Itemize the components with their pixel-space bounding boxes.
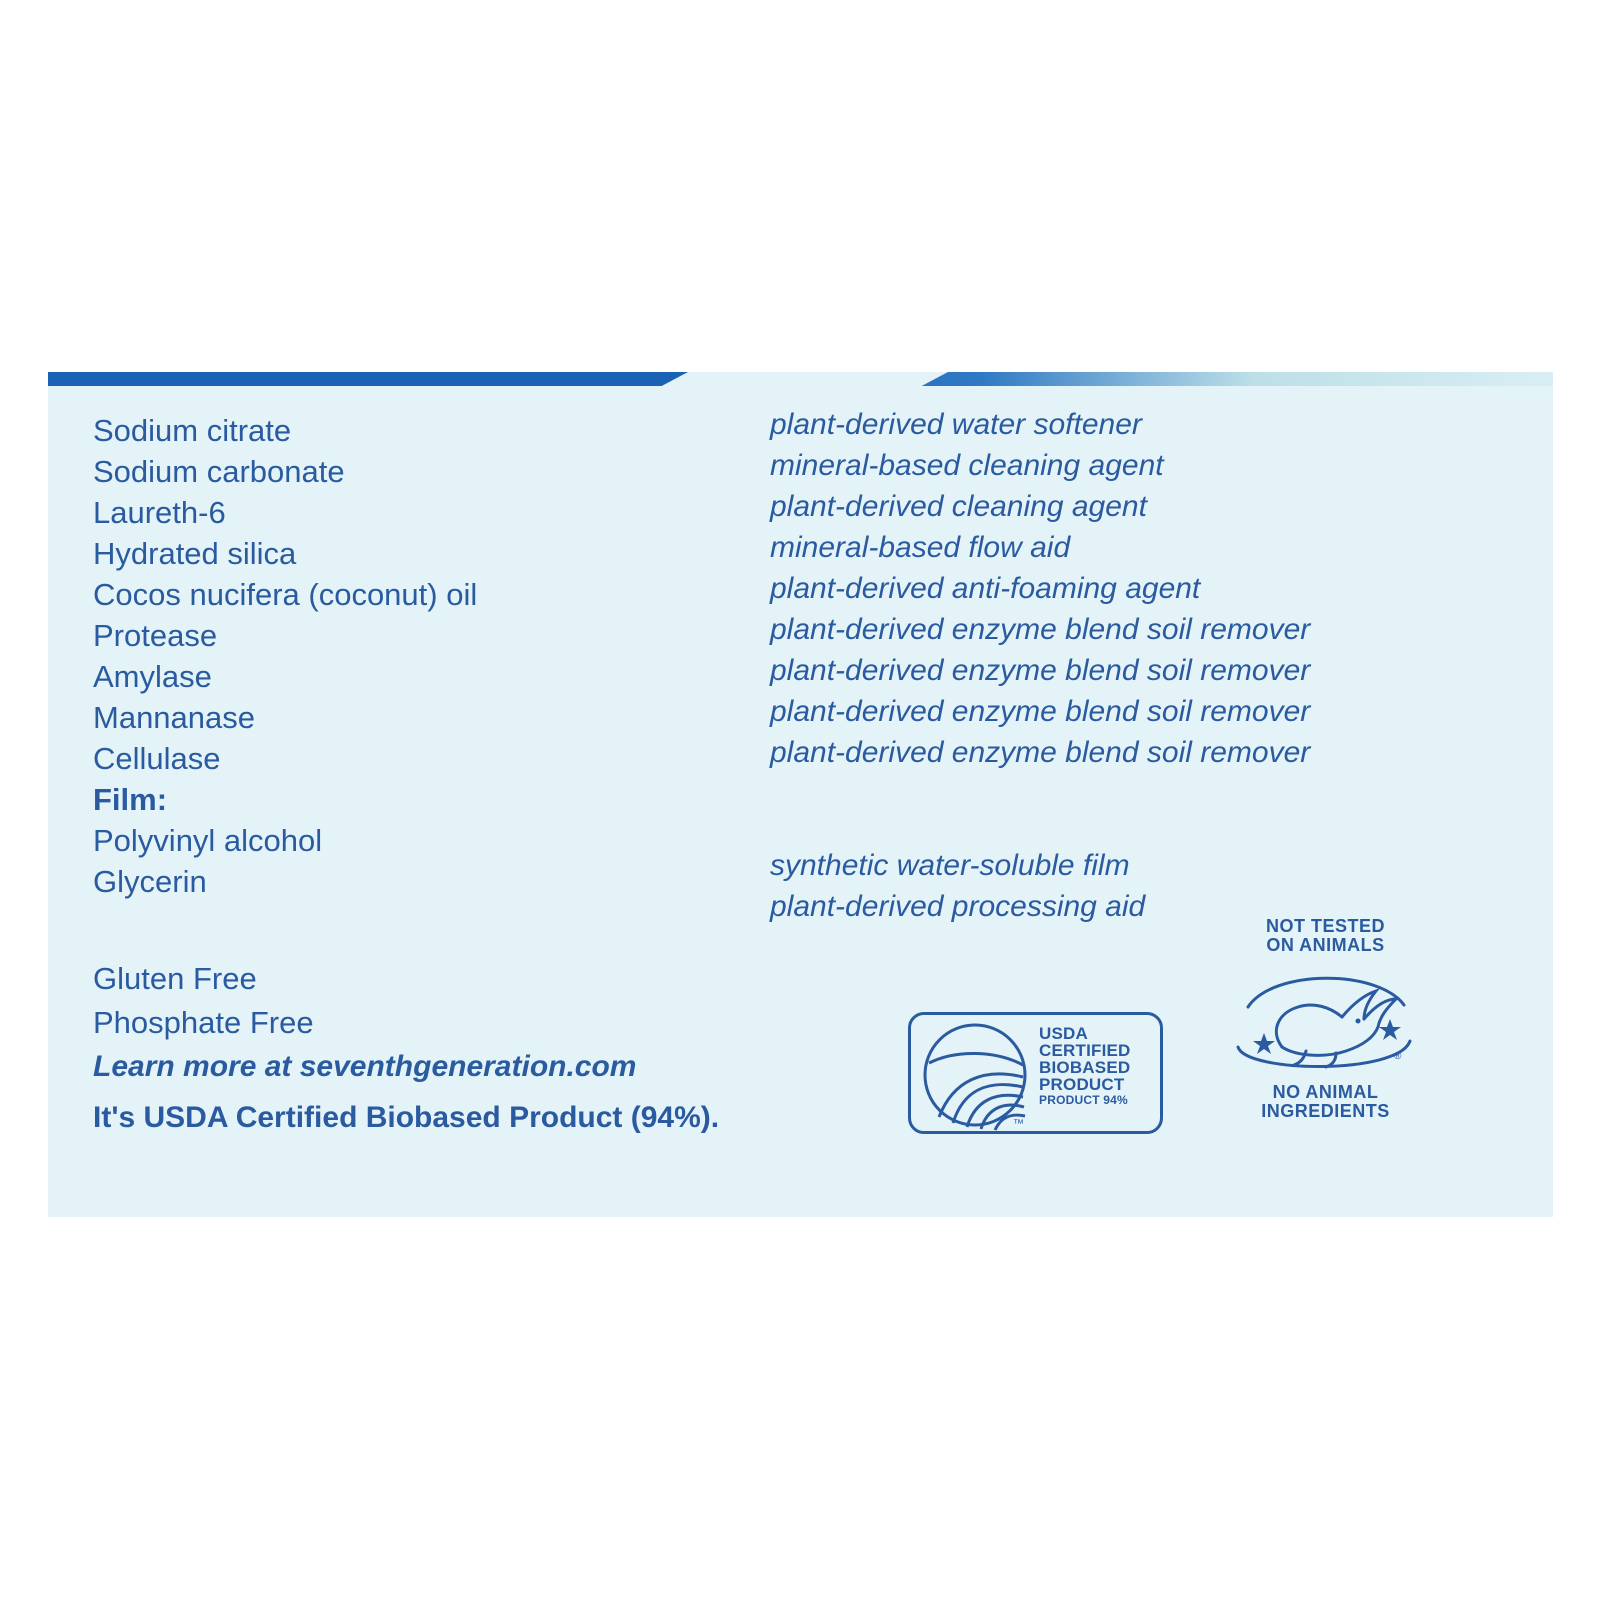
usda-badge-line5: PRODUCT 94% — [1039, 1093, 1128, 1107]
list-item: Sodium citrate — [93, 413, 292, 448]
svg-text:®: ® — [1394, 1051, 1402, 1062]
list-item: Hydrated silica — [93, 536, 297, 571]
usda-badge-text — [1039, 1025, 1161, 1108]
learn-more-link[interactable]: Learn more at seventhgeneration.com — [93, 1050, 637, 1083]
claim-phosphate-free: Phosphate Free — [93, 1005, 314, 1040]
claim-gluten-free: Gluten Free — [93, 961, 257, 996]
list-item: Mannanase — [93, 700, 256, 735]
film-section-heading: Film: — [93, 782, 168, 817]
list-item: Protease — [93, 618, 218, 653]
list-item: Cocos nucifera (coconut) oil — [93, 577, 478, 612]
usda-biobased-statement: It's USDA Certified Biobased Product (94%). — [93, 1101, 720, 1134]
ingredient-list — [93, 410, 793, 902]
list-item: Sodium carbonate — [93, 454, 345, 489]
label-top-edge-angle — [650, 372, 948, 392]
usda-badge-line4: PRODUCT — [1039, 1075, 1125, 1094]
list-item: plant-derived enzyme blend soil remover — [770, 613, 1311, 646]
list-item: mineral-based cleaning agent — [770, 449, 1164, 482]
list-item: Cellulase — [93, 741, 221, 776]
leaping-bunny-icon — [1218, 955, 1433, 1083]
list-item: synthetic water-soluble film — [770, 849, 1130, 882]
bunny-badge-bottom-line2: INGREDIENTS — [1261, 1101, 1390, 1121]
label-top-edge-stripe — [48, 372, 1553, 386]
leaping-bunny-badge — [1218, 917, 1433, 1142]
list-item: mineral-based flow aid — [770, 531, 1071, 564]
bunny-badge-bottom-line1: NO ANIMAL — [1272, 1082, 1379, 1102]
list-item: Polyvinyl alcohol — [93, 823, 323, 858]
usda-badge-line1: USDA — [1039, 1024, 1088, 1043]
list-item: Amylase — [93, 659, 212, 694]
usda-biobased-badge — [908, 1012, 1163, 1134]
bunny-badge-top-line2: ON ANIMALS — [1266, 935, 1385, 955]
label-panel — [48, 372, 1553, 1217]
list-item: plant-derived enzyme blend soil remover — [770, 736, 1311, 769]
list-item: Laureth-6 — [93, 495, 226, 530]
list-item: plant-derived anti-foaming agent — [770, 572, 1201, 605]
list-item: plant-derived enzyme blend soil remover — [770, 654, 1311, 687]
list-item: plant-derived enzyme blend soil remover — [770, 695, 1311, 728]
list-item: plant-derived cleaning agent — [770, 490, 1147, 523]
ingredient-description-list — [770, 404, 1510, 927]
claims-block — [93, 957, 719, 1135]
svg-text:™: ™ — [1013, 1118, 1024, 1130]
list-item: Glycerin — [93, 864, 207, 899]
list-item: plant-derived processing aid — [770, 890, 1146, 923]
usda-field-arcs-icon — [917, 1019, 1033, 1131]
usda-badge-line2: CERTIFIED — [1039, 1041, 1131, 1060]
bunny-badge-top-line1: NOT TESTED — [1265, 916, 1385, 936]
list-item: plant-derived water softener — [770, 408, 1142, 441]
usda-badge-line3: BIOBASED — [1039, 1058, 1131, 1077]
